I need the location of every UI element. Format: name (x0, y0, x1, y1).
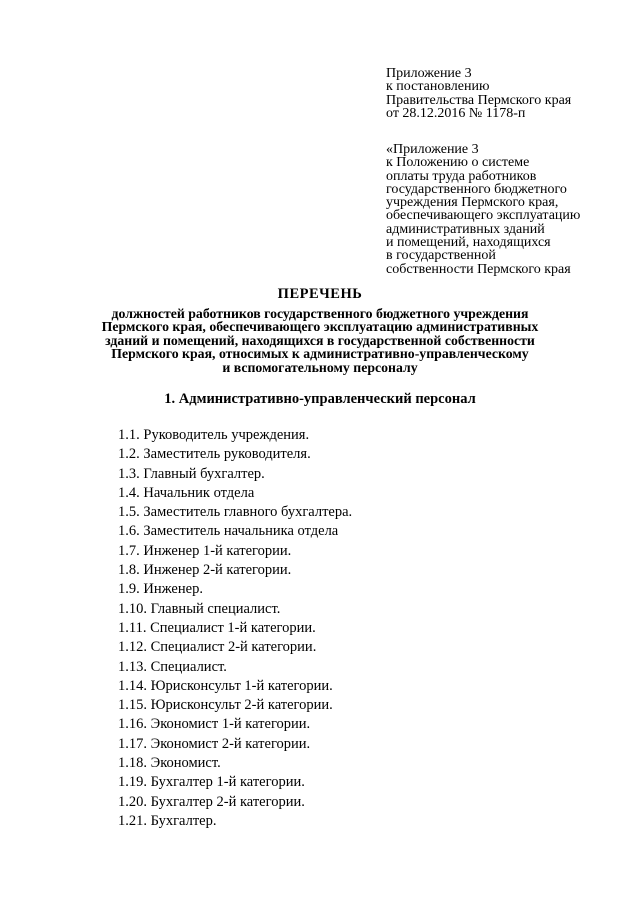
list-item: 1.21. Бухгалтер. (118, 812, 217, 829)
list-item: 1.8. Инженер 2-й категории. (118, 562, 292, 579)
list-item: 1.16. Экономист 1-й категории. (118, 716, 311, 733)
appendix-line: «Приложение 3 (386, 142, 479, 157)
appendix-line: к постановлению (386, 79, 490, 95)
document-subtitle (60, 307, 580, 374)
appendix-line: Приложение 3 (386, 66, 472, 81)
appendix-line: обеспечивающего эксплуатацию (386, 208, 581, 224)
list-item: 1.14. Юрисконсульт 1-й категории. (118, 677, 333, 694)
subtitle-line: и вспомогательному персоналу (222, 359, 418, 375)
appendix-line: собственности Пермского края (386, 261, 571, 277)
appendix-line: оплаты труда работников (386, 168, 537, 184)
appendix-regulation-block (386, 143, 636, 276)
list-item: 1.1. Руководитель учреждения. (118, 427, 310, 443)
list-item: 1.20. Бухгалтер 2-й категории. (118, 793, 305, 810)
subtitle-line: зданий и помещений, находящихся в государственной собственности (105, 332, 535, 348)
list-item: 1.6. Заместитель начальника отдела (118, 523, 339, 540)
list-item: 1.12. Специалист 2-й категории. (118, 639, 317, 656)
list-item: 1.10. Главный специалист. (118, 600, 281, 617)
appendix-line: Правительства Пермского края (386, 92, 572, 108)
appendix-line: в государственной (386, 248, 496, 264)
list-item: 1.19. Бухгалтер 1-й категории. (118, 774, 305, 791)
list-item: 1.5. Заместитель главного бухгалтера. (118, 504, 353, 521)
positions-list (118, 426, 352, 831)
list-item: 1.9. Инженер. (118, 581, 203, 598)
list-item: 1.13. Специалист. (118, 658, 227, 675)
appendix-line: государственного бюджетного (386, 181, 567, 197)
subtitle-line: Пермского края, обеспечивающего эксплуатацию административных (101, 319, 539, 335)
list-item: 1.2. Заместитель руководителя. (118, 446, 311, 463)
list-item: 1.18. Экономист. (118, 755, 221, 772)
section-heading: 1. Административно-управленческий персонал (164, 391, 476, 407)
list-item: 1.11. Специалист 1-й категории. (118, 619, 316, 636)
list-item: 1.4. Начальник отдела (118, 484, 255, 501)
appendix-line: от 28.12.2016 № 1178-п (386, 105, 526, 121)
subtitle-line: Пермского края, относимых к административно-управленческому (111, 346, 529, 362)
appendix-line: учреждения Пермского края, (386, 195, 559, 211)
appendix-line: к Положению о системе (386, 155, 530, 171)
list-item: 1.17. Экономист 2-й категории. (118, 735, 311, 752)
subtitle-line: должностей работников государственного бюджетного учреждения (111, 306, 529, 321)
list-item: 1.15. Юрисконсульт 2-й категории. (118, 697, 333, 714)
appendix-line: административных зданий (386, 221, 545, 237)
appendix-line: и помещений, находящихся (386, 235, 551, 251)
document-title: ПЕРЕЧЕНЬ (277, 286, 363, 302)
list-item: 1.3. Главный бухгалтер. (118, 465, 265, 482)
list-item: 1.7. Инженер 1-й категории. (118, 542, 292, 559)
appendix-resolution-block (386, 67, 636, 120)
